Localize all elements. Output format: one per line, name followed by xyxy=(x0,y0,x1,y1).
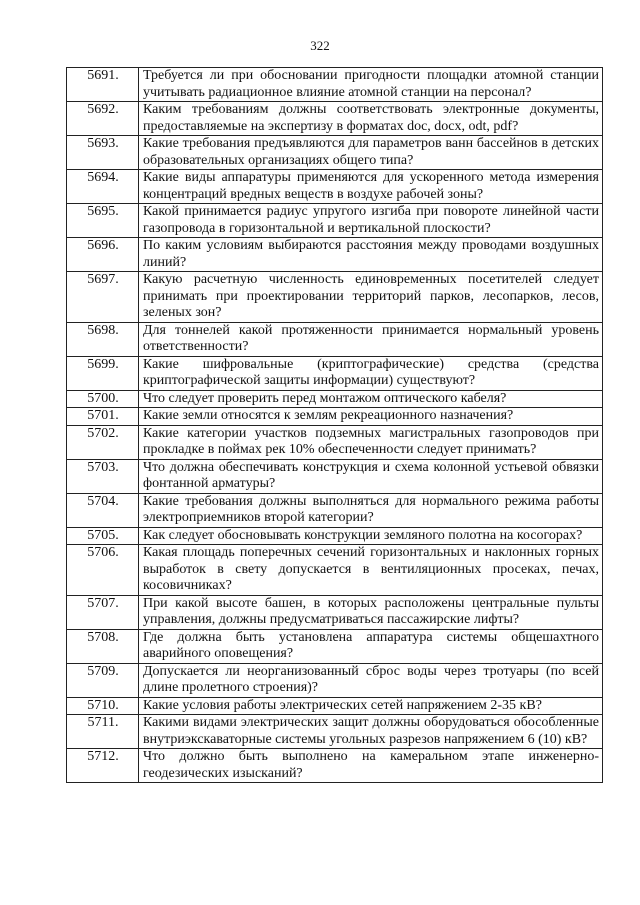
question-number: 5697. xyxy=(67,272,139,323)
question-number: 5706. xyxy=(67,545,139,596)
question-number: 5703. xyxy=(67,459,139,493)
table-row xyxy=(67,102,603,136)
table-row xyxy=(67,663,603,697)
table-row xyxy=(67,238,603,272)
table-row xyxy=(67,697,603,715)
questions-table xyxy=(66,67,603,783)
question-text: Что должно быть выполнено на камеральном этапе инженерно-геодезических изысканий? xyxy=(139,749,603,783)
table-row xyxy=(67,408,603,426)
question-number: 5696. xyxy=(67,238,139,272)
table-row xyxy=(67,356,603,390)
question-number: 5704. xyxy=(67,493,139,527)
question-number: 5693. xyxy=(67,136,139,170)
question-text: Какой принимается радиус упругого изгиба при повороте линейной части газопровода в горизонтальной и вертикальной плоскости? xyxy=(139,204,603,238)
question-number: 5691. xyxy=(67,68,139,102)
question-text: Допускается ли неорганизованный сброс воды через тротуары (по всей длине пролетного строения)? xyxy=(139,663,603,697)
table-row xyxy=(67,272,603,323)
question-number: 5707. xyxy=(67,595,139,629)
question-text: Что должна обеспечивать конструкция и схема колонной устьевой обвязки фонтанной арматуры? xyxy=(139,459,603,493)
question-text: Для тоннелей какой протяженности принимается нормальный уровень ответственности? xyxy=(139,322,603,356)
question-text: Какие требования должны выполняться для нормального режима работы электроприемников второй категории? xyxy=(139,493,603,527)
question-text: Что следует проверить перед монтажом оптического кабеля? xyxy=(139,390,603,408)
question-text: Какие виды аппаратуры применяются для ускоренного метода измерения концентраций вредных веществ в воздухе рабочей зоны? xyxy=(139,170,603,204)
question-text: Каким требованиям должны соответствовать электронные документы, предоставляемые на экспертизу в форматах doc, docx, odt, pdf? xyxy=(139,102,603,136)
question-text: По каким условиям выбираются расстояния между проводами воздушных линий? xyxy=(139,238,603,272)
question-number: 5699. xyxy=(67,356,139,390)
question-text: Какие требования предъявляются для параметров ванн бассейнов в детских образовательных организациях общего типа? xyxy=(139,136,603,170)
table-row xyxy=(67,68,603,102)
question-text: Какую расчетную численность единовременных посетителей следует принимать при проектировании территорий парков, лесопарков, лесов, зеленых зон? xyxy=(139,272,603,323)
question-number: 5702. xyxy=(67,425,139,459)
table-row xyxy=(67,170,603,204)
question-number: 5709. xyxy=(67,663,139,697)
question-number: 5698. xyxy=(67,322,139,356)
question-number: 5692. xyxy=(67,102,139,136)
table-row xyxy=(67,459,603,493)
question-number: 5700. xyxy=(67,390,139,408)
table-row xyxy=(67,136,603,170)
question-text: Какие условия работы электрических сетей напряжением 2-35 кВ? xyxy=(139,697,603,715)
question-number: 5694. xyxy=(67,170,139,204)
table-row xyxy=(67,390,603,408)
question-text: Требуется ли при обосновании пригодности площадки атомной станции учитывать радиационное влияние атомной станции на персонал? xyxy=(139,68,603,102)
table-row xyxy=(67,595,603,629)
table-row xyxy=(67,715,603,749)
question-text: Какие категории участков подземных магистральных газопроводов при прокладке в поймах рек 10% обеспеченности следует принимать? xyxy=(139,425,603,459)
question-number: 5705. xyxy=(67,527,139,545)
question-text: Какая площадь поперечных сечений горизонтальных и наклонных горных выработок в свету допускается в вентиляционных просеках, печах, косовичниках? xyxy=(139,545,603,596)
table-row xyxy=(67,493,603,527)
table-row xyxy=(67,527,603,545)
question-number: 5710. xyxy=(67,697,139,715)
question-text: Какими видами электрических защит должны оборудоваться обособленные внутриэкскаваторные системы угольных разрезов напряжением 6 (10) кВ? xyxy=(139,715,603,749)
table-row xyxy=(67,749,603,783)
table-row xyxy=(67,322,603,356)
question-text: Где должна быть установлена аппаратура системы общешахтного аварийного оповещения? xyxy=(139,629,603,663)
questions-table-body xyxy=(67,68,603,783)
question-number: 5708. xyxy=(67,629,139,663)
question-text: При какой высоте башен, в которых расположены центральные пульты управления, должны предусматриваться пассажирские лифты? xyxy=(139,595,603,629)
question-number: 5712. xyxy=(67,749,139,783)
table-row xyxy=(67,545,603,596)
page-number: 322 xyxy=(310,38,330,53)
question-number: 5695. xyxy=(67,204,139,238)
question-text: Как следует обосновывать конструкции земляного полотна на косогорах? xyxy=(139,527,603,545)
question-text: Какие земли относятся к землям рекреационного назначения? xyxy=(139,408,603,426)
table-row xyxy=(67,204,603,238)
table-row xyxy=(67,425,603,459)
table-row xyxy=(67,629,603,663)
question-text: Какие шифровальные (криптографические) средства (средства криптографической защиты информации) существуют? xyxy=(139,356,603,390)
question-number: 5701. xyxy=(67,408,139,426)
question-number: 5711. xyxy=(67,715,139,749)
